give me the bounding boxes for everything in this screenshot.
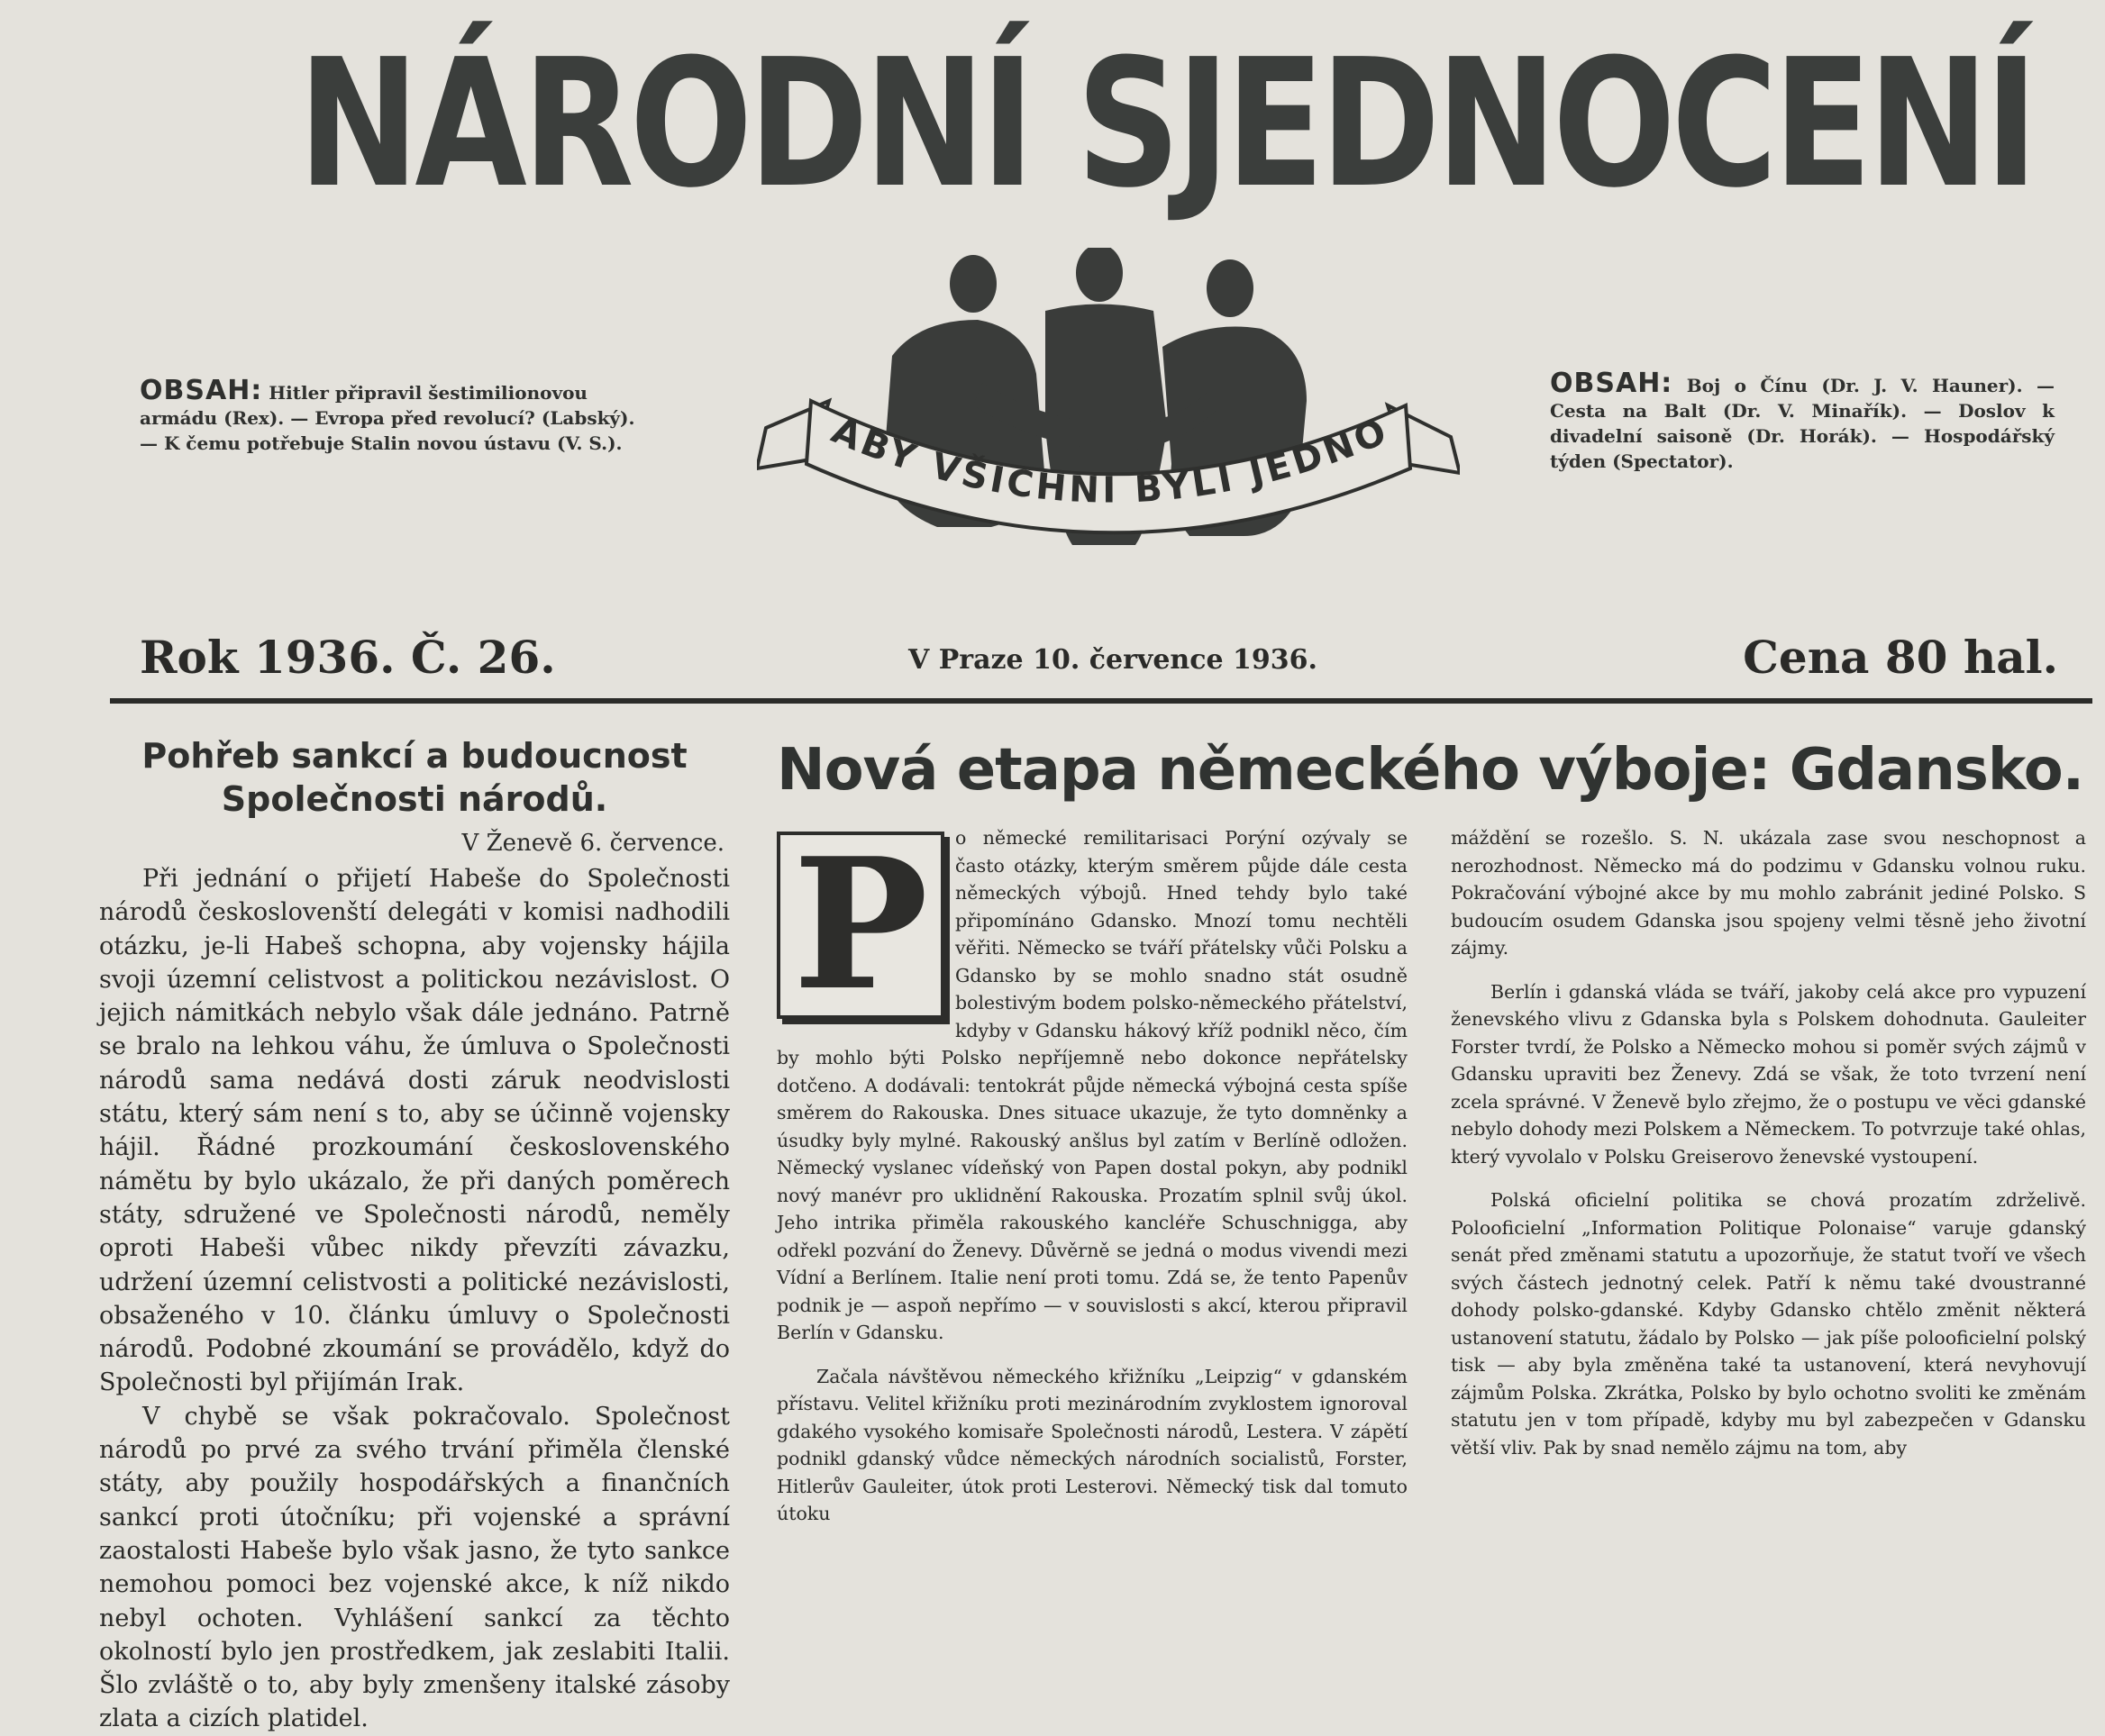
header-divider [110,698,2092,704]
article-main-paragraph: Polská oficielní politika se chová prozatím zdrželivě. Polooficielní „Information Politique Polonaise“ varuje gdanský senát před změnami statutu a upozorňuje, že statut tvoří ve všech svých částech jednotný celek. Patří k němu také dvoustranné dohody polsko-gdanské. Kdyby Gdansko chtělo změnit některá ustanovení statutu, žádalo by Polsko — jak píše polooficielní polský tisk — aby byla změněna také ta ustanovení, která nevyhovují zájmům Polska. Zkrátka, Polsko by bylo ochotno svoliti ke změnám statutu jen v tom případě, kdyby mu byl zabezpečen v Gdansku větší vliv. Pak by snad nemělo zájmu na tom, aby [1451,1189,2086,1459]
emblem-motto: ABY VŠICHNI BYLI JEDNO [825,409,1396,512]
contents-box-left [140,375,653,456]
issue-year-number: Rok 1936. Č. 26. [140,631,556,684]
issue-price: Cena 80 hal. [1743,631,2058,684]
article-left-dateline: V Ženevě 6. července. [461,830,724,857]
contents-text: Hitler připravil šestimilionovou armádu (Rex). — Evropa před revolucí? (Labský). — K čemu potřebuje Stalin novou ústavu (V. S.). [140,382,635,454]
article-main-paragraph: Berlín i gdanská vláda se tváří, jakoby celá akce pro vypuzení ženevského vlivu z Gdanska byla s Polskem dohodnuta. Gauleiter Forster tvrdí, že Polsko a Německo mohou si poměr svých zájmů v Gdansku upraviti bez Ženevy. Zdá se však, že toto tvrzení není zcela správné. V Ženevě bylo zřejmo, že o postupu ve věci gdanské nebylo dohody mezi Polskem a Německem. To potvrzuje také ohlas, který vyvolalo v Polsku Greiserovo ženevské vystoupení. [1451,980,2086,1168]
article-main-column-1 [777,819,1408,1528]
article-main-headline: Nová etapa německého výboje: Gdansko. [777,737,2083,804]
article-left-headline: Pohřeb sankcí a budoucnost Společnosti národů. [141,736,688,819]
contents-box-right [1550,368,2055,474]
contents-label: OBSAH: [1550,368,1673,399]
drop-cap: P [777,832,944,1019]
contents-text: Boj o Čínu (Dr. J. V. Hauner). — Cesta na Balt (Dr. V. Minařík). — Doslov k divadelní saisoně (Dr. Horák). — Hospodářský týden (Spectator). [1550,375,2055,472]
issue-dateline: V Praze 10. července 1936. [908,644,1317,676]
contents-label: OBSAH: [140,375,263,406]
article-main-paragraph: máždění se rozešlo. S. N. ukázala zase svou neschopnost a nerozhodnost. Německo má do podzimu v Gdansku volnou ruku. Pokračování výbojné akce by mu mohlo zabránit jediné Polsko. S budoucím osudem Gdanska jsou spojeny velmi těsně jeho životní zájmy. [1451,827,2086,959]
emblem-illustration [757,248,1460,577]
article-main-paragraph: o německé remilitarisaci Porýní ozývaly se často otázky, kterým směrem půjde dále cesta německých výbojů. Hned tehdy bylo také připomínáno Gdansko. Mnozí tomu nechtěli věřiti. Německo se tváří přátelsky vůči Polsku a Gdansko by se mohlo snadno stát osudně bolestivým bodem polsko-německého přátelství, kdyby v Gdansku hákový kříž podnikl něco, čím by mohlo býti Polsko nepříjemně nebo dokonce nepřátelsky dotčeno. A dodávali: tentokrát půjde německá výbojná cesta spíše směrem do Rakouska. Dnes situace ukazuje, že tyto domněnky a úsudky byly mylné. Rakouský anšlus byl zatím v Berlíně odložen. Německý vyslanec vídeňský von Papen dostal pokyn, aby podnikl nový manévr pro uklidnění Rakouska. Prozatím splnil svůj úkol. Jeho intrika přiměla rakouského kancléře Schuschnigga, aby odřekl pozvání do Ženevy. Důvěrně se jedná o modus vivendi mezi Vídní a Berlínem. Italie není proti tomu. Zdá se, že tento Papenův podnik je — aspoň nepřímo — v souvislosti s akcí, kterou připravil Berlín v Gdansku. [777,827,1408,1343]
masthead-title: NÁRODNÍ SJEDNOCENÍ [297,22,2035,227]
article-left [99,734,730,1736]
article-main-column-2 [1451,824,2086,1461]
article-left-paragraph: V chybě se však pokračovalo. Společnost národů po prvé za svého trvání přiměla členské státy, aby použily hospodářských a finančních sankcí proti útočníku; při vojenské a správní zaostalosti Habeše bylo však jasno, že tyto sankce nemohou pomoci bez vojenské akce, k níž nikdo nebyl ochoten. Vyhlášení sankcí za těchto okolností bylo jen prostředkem, jak zeslabiti Italii. Šlo zvláště o to, aby byly zmenšeny italské zásoby zlata a cizích platidel. [99,1402,730,1733]
article-left-paragraph: Při jednání o přijetí Habeše do Společnosti národů českoslovenští delegáti v komisi nadhodili otázku, je-li Habeš schopna, aby vojensky hájila svoji územní celistvost a politickou nezávislost. O jejich námitkách nebylo však dále jednáno. Patrně se bralo na lehkou váhu, že úmluva o Společnosti národů sama nedává dosti záruk neodvislosti státu, který sám není s to, aby se účinně vojensky hájil. Řádné prozkoumání československého námětu by bylo ukázalo, že při daných poměrech státy, sdružené ve Společnosti národů, neměly oproti Habeši vůbec nikdy převzíti závazku, udržení územní celistvosti a politické nezávislosti, obsaženého v 10. článku úmluvy o Společnosti národů. Podobné zkoumání se provádělo, když do Společnosti byl přijímán Irak. [99,865,730,1397]
article-main-paragraph: Začala návštěvou německého křižníku „Leipzig“ v gdanském přístavu. Velitel křižníku proti mezinárodním zvyklostem ignoroval gda​kého vysokého komisaře Společnosti národů, Lestera. V zápětí podnikl gdanský vůdce německých národních socialistů, Forster, Hitlerův Gauleiter, útok proti Lesterovi. Německý tisk dal tomuto útoku [777,1365,1408,1524]
